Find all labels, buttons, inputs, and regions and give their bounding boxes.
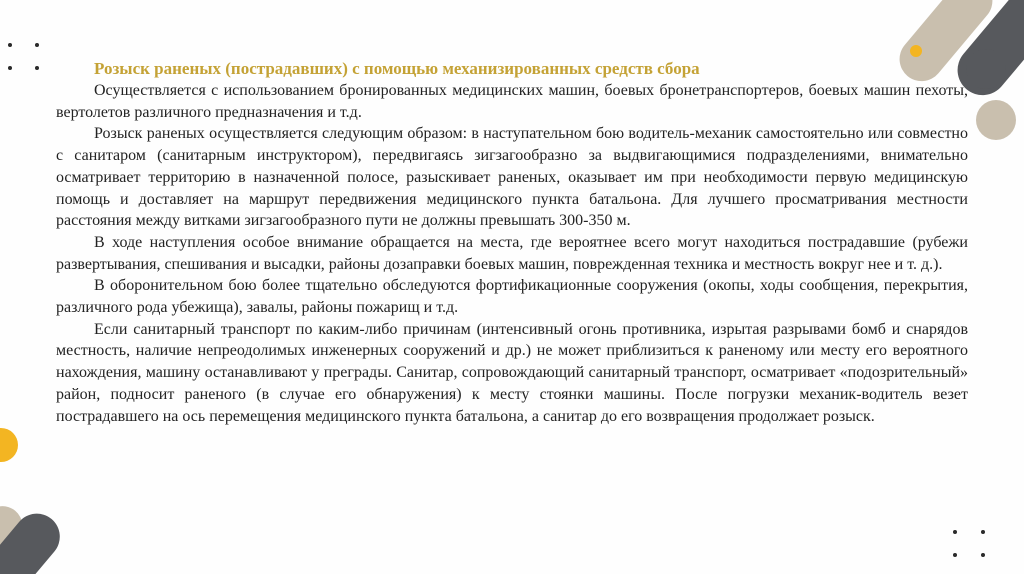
- decorative-circle: [976, 100, 1016, 140]
- slide-heading: Розыск раненых (пострадавших) с помощью механизированных средств сбора: [94, 59, 700, 78]
- decorative-circle: [966, 49, 1006, 89]
- paragraph: В оборонительном бою более тщательно обследуются фортификационные сооружения (окопы, ходы сообщения, перекрытия, различного рода убежища), завалы, районы пожарищ и т.д.: [56, 277, 968, 317]
- paragraph: Осуществляется с использованием бронированных медицинских машин, боевых бронетранспортеров, боевых машин пехоты, вертолетов различного предназначения и т.д.: [56, 82, 968, 121]
- paragraph: В ходе наступления особое внимание обращается на места, где вероятнее всего могут находиться пострадавшие (рубежи развертывания, спешивания и высадки, районы дозаправки боевых машин, поврежденная техника и местность вокруг нее и т. д.).: [56, 233, 968, 273]
- decorative-circle: [910, 45, 922, 57]
- paragraph: Если санитарный транспорт по каким-либо причинам (интенсивный огонь противника, изрытая разрывами бомб и снарядов местность, наличие непреодолимых инженерных сооружений и др.) не может приблизиться к раненому или месту его вероятного нахождения, машину останавливают у преграды. Санитар, сопровождающий санитарный транспорт, осматривает «подозрительный» район, подносит раненого (в случае его обнаружения) к месту стоянки машины. После погрузки механик-водитель везет пострадавшего на ось перемещения медицинского пункта батальона, а санитар до его возвращения продолжает розыск.: [56, 320, 968, 425]
- decorative-circle: [0, 428, 18, 462]
- paragraph: Розыск раненых осуществляется следующим образом: в наступательном бою водитель-механик самостоятельно или совместно с санитаром (санитарным инструктором), передвигаясь зигзагообразно за выдвигающимися подразделениями, внимательно осматривает территорию в назначенной полосе, разыскивает раненых, оказывает им при необходимости первую медицинскую помощь и доставляет на маршрут передвижения медицинского пункта батальона. Для лучшего просматривания местности расстояния между витками зигзагообразного пути не должны превышать 300-350 м.: [56, 125, 968, 230]
- text-content: [56, 58, 968, 427]
